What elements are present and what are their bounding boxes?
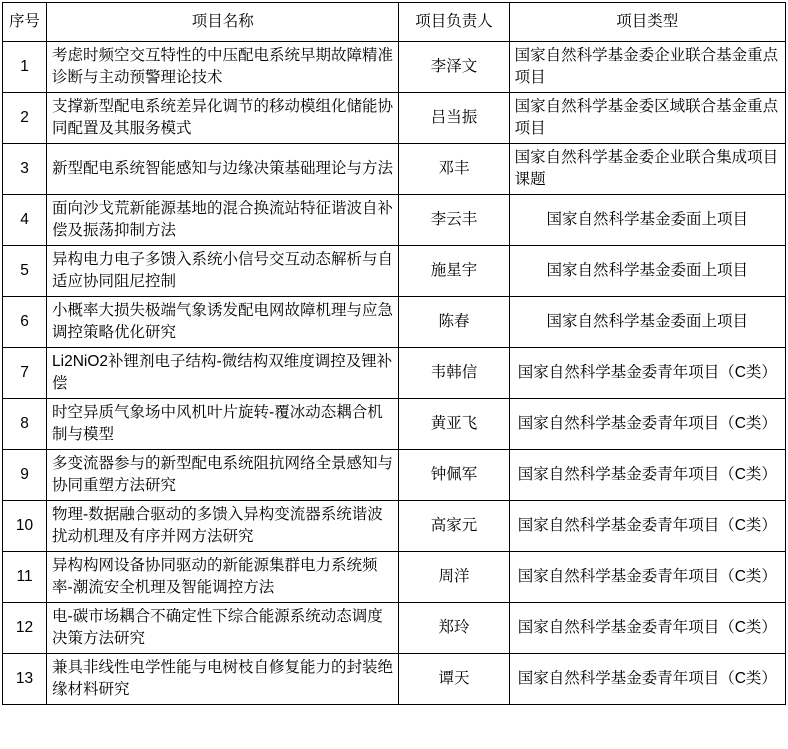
- cell-leader: 邓丰: [399, 144, 509, 195]
- cell-project-name: 多变流器参与的新型配电系统阻抗网络全景感知与协同重塑方法研究: [47, 450, 399, 501]
- cell-project-name: 支撑新型配电系统差异化调节的移动模组化储能协同配置及其服务模式: [47, 93, 399, 144]
- table-row: [3, 195, 786, 246]
- cell-project-type: 国家自然科学基金委青年项目（C类）: [509, 501, 785, 552]
- cell-project-type: 国家自然科学基金委青年项目（C类）: [509, 654, 785, 705]
- table-row: [3, 246, 786, 297]
- cell-index: 4: [3, 195, 47, 246]
- table-row: [3, 450, 786, 501]
- table-row: [3, 297, 786, 348]
- table-row: [3, 552, 786, 603]
- cell-project-type: 国家自然科学基金委企业联合基金重点项目: [509, 42, 785, 93]
- cell-project-type: 国家自然科学基金委青年项目（C类）: [509, 450, 785, 501]
- cell-leader: 谭天: [399, 654, 509, 705]
- table-body: [3, 42, 786, 705]
- cell-index: 5: [3, 246, 47, 297]
- table-row: [3, 144, 786, 195]
- table-row: [3, 603, 786, 654]
- cell-index: 6: [3, 297, 47, 348]
- cell-project-name: 电-碳市场耦合不确定性下综合能源系统动态调度决策方法研究: [47, 603, 399, 654]
- cell-leader: 周洋: [399, 552, 509, 603]
- cell-project-name: 物理-数据融合驱动的多馈入异构变流器系统谐波扰动机理及有序并网方法研究: [47, 501, 399, 552]
- cell-project-type: 国家自然科学基金委面上项目: [509, 246, 785, 297]
- table-header: [3, 3, 786, 42]
- table-row: [3, 348, 786, 399]
- cell-project-name: 时空异质气象场中风机叶片旋转-覆冰动态耦合机制与模型: [47, 399, 399, 450]
- cell-leader: 李泽文: [399, 42, 509, 93]
- cell-leader: 韦韩信: [399, 348, 509, 399]
- cell-leader: 施星宇: [399, 246, 509, 297]
- cell-project-name: 异构构网设备协同驱动的新能源集群电力系统频率-潮流安全机理及智能调控方法: [47, 552, 399, 603]
- cell-project-type: 国家自然科学基金委面上项目: [509, 195, 785, 246]
- table-row: [3, 399, 786, 450]
- cell-leader: 黄亚飞: [399, 399, 509, 450]
- header-cell-leader: 项目负责人: [399, 3, 509, 42]
- table-row: [3, 654, 786, 705]
- cell-leader: 陈春: [399, 297, 509, 348]
- cell-project-name: 考虑时频空交互特性的中压配电系统早期故障精准诊断与主动预警理论技术: [47, 42, 399, 93]
- cell-leader: 吕当振: [399, 93, 509, 144]
- cell-project-name: 面向沙戈荒新能源基地的混合换流站特征谐波自补偿及振荡抑制方法: [47, 195, 399, 246]
- cell-project-type: 国家自然科学基金委青年项目（C类）: [509, 399, 785, 450]
- cell-project-name: 小概率大损失极端气象诱发配电网故障机理与应急调控策略优化研究: [47, 297, 399, 348]
- header-row: [3, 3, 786, 42]
- project-table: [2, 2, 786, 705]
- cell-leader: 李云丰: [399, 195, 509, 246]
- cell-leader: 钟佩军: [399, 450, 509, 501]
- table-row: [3, 501, 786, 552]
- cell-project-type: 国家自然科学基金委区域联合基金重点项目: [509, 93, 785, 144]
- header-cell-project-type: 项目类型: [509, 3, 785, 42]
- cell-index: 12: [3, 603, 47, 654]
- cell-project-type: 国家自然科学基金委面上项目: [509, 297, 785, 348]
- cell-leader: 郑玲: [399, 603, 509, 654]
- table-row: [3, 93, 786, 144]
- cell-project-name: Li2NiO2补锂剂电子结构-微结构双维度调控及锂补偿: [47, 348, 399, 399]
- header-cell-index: 序号: [3, 3, 47, 42]
- cell-project-type: 国家自然科学基金委企业联合集成项目课题: [509, 144, 785, 195]
- cell-index: 3: [3, 144, 47, 195]
- cell-project-type: 国家自然科学基金委青年项目（C类）: [509, 603, 785, 654]
- cell-project-name: 兼具非线性电学性能与电树枝自修复能力的封装绝缘材料研究: [47, 654, 399, 705]
- cell-leader: 高家元: [399, 501, 509, 552]
- cell-index: 7: [3, 348, 47, 399]
- cell-index: 2: [3, 93, 47, 144]
- cell-project-type: 国家自然科学基金委青年项目（C类）: [509, 552, 785, 603]
- cell-project-type: 国家自然科学基金委青年项目（C类）: [509, 348, 785, 399]
- header-cell-project-name: 项目名称: [47, 3, 399, 42]
- cell-index: 10: [3, 501, 47, 552]
- cell-index: 9: [3, 450, 47, 501]
- cell-index: 13: [3, 654, 47, 705]
- cell-index: 8: [3, 399, 47, 450]
- cell-index: 11: [3, 552, 47, 603]
- cell-index: 1: [3, 42, 47, 93]
- table-row: [3, 42, 786, 93]
- cell-project-name: 新型配电系统智能感知与边缘决策基础理论与方法: [47, 144, 399, 195]
- cell-project-name: 异构电力电子多馈入系统小信号交互动态解析与自适应协同阻尼控制: [47, 246, 399, 297]
